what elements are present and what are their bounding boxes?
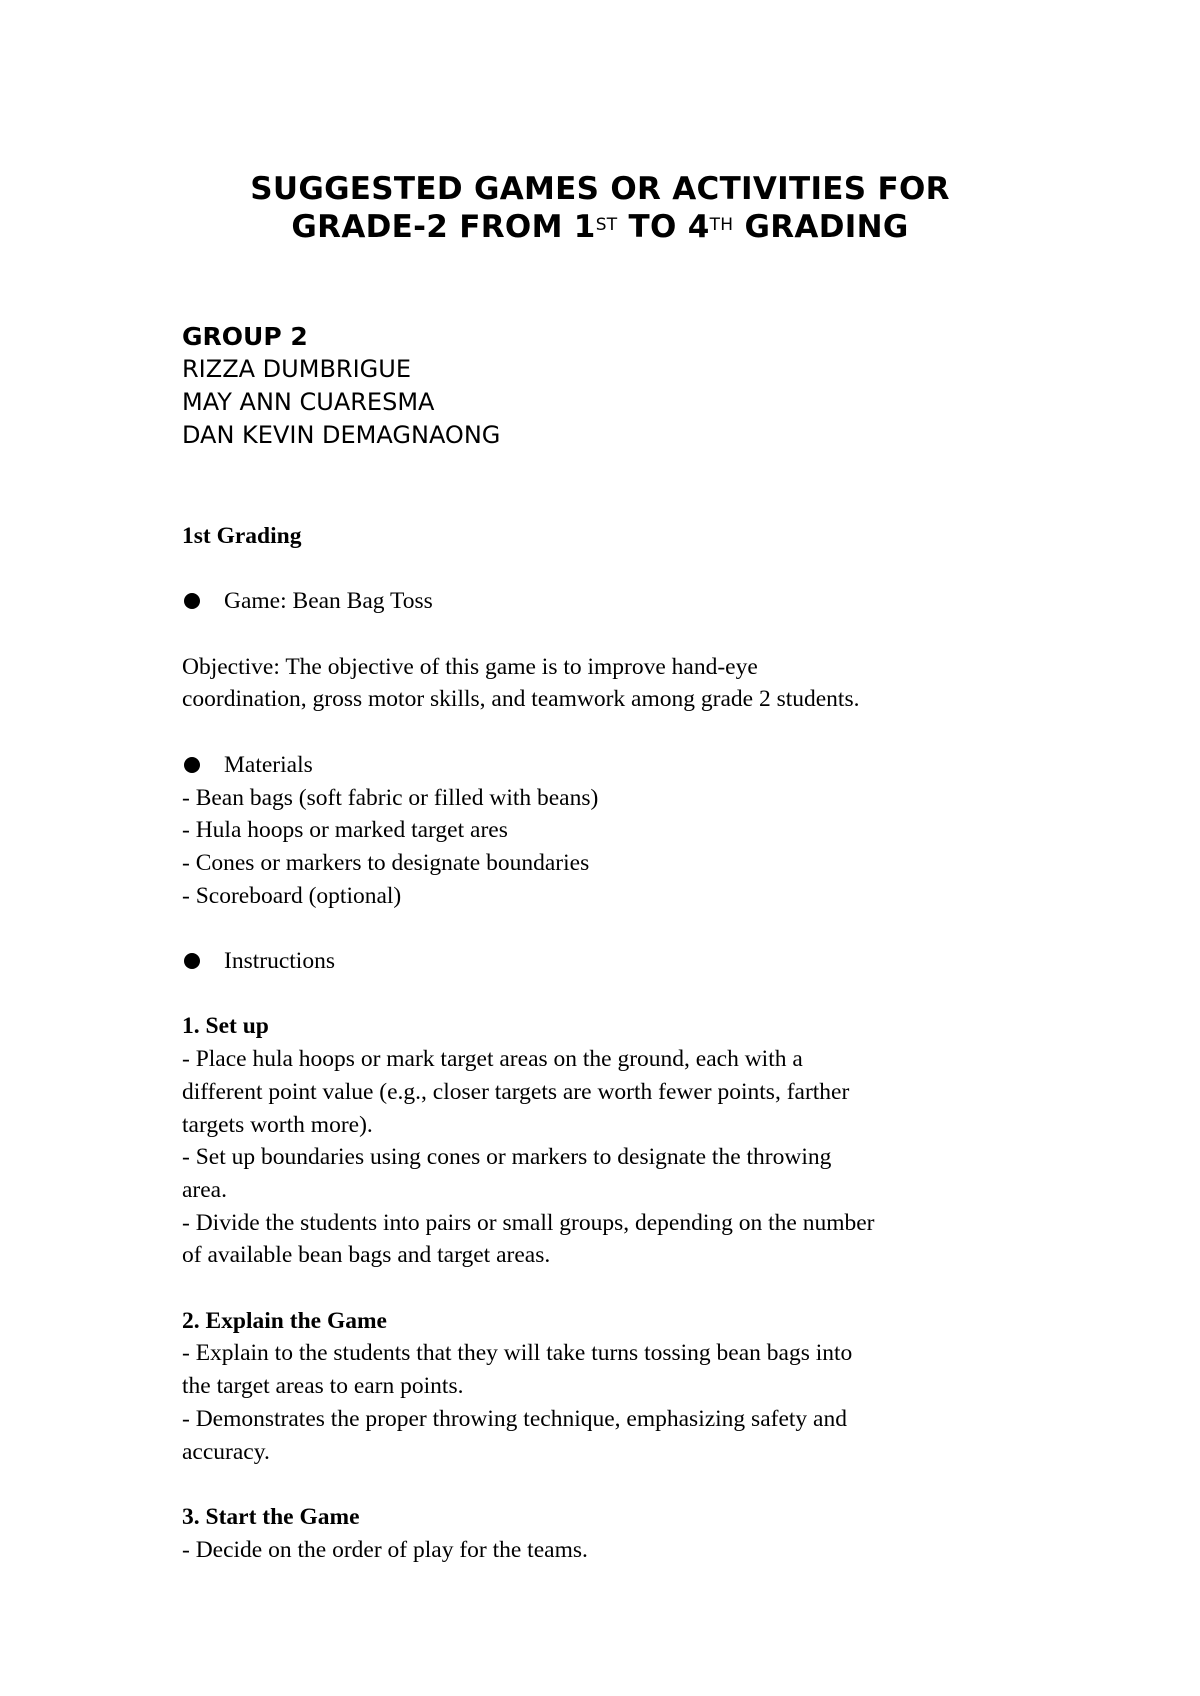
step-line: the target areas to earn points. xyxy=(182,1373,464,1400)
step-line: - Demonstrates the proper throwing technique, emphasizing safety and xyxy=(182,1405,847,1432)
group-member: DAN KEVIN DEMAGNAONG xyxy=(182,421,501,449)
bullet-dot-icon xyxy=(184,953,200,969)
bullet-dot-icon xyxy=(184,593,200,609)
material-item: - Scoreboard (optional) xyxy=(182,882,402,909)
instructions-bullet-item xyxy=(182,945,1062,978)
title-sup-st: ST xyxy=(595,215,618,235)
grading-heading: 1st Grading xyxy=(182,523,302,549)
step-line: - Decide on the order of play for the teams. xyxy=(182,1536,588,1563)
step-line: area. xyxy=(182,1176,227,1203)
step-line: different point value (e.g., closer targets are worth fewer points, farther xyxy=(182,1078,850,1105)
game-bullet-text: Game: Bean Bag Toss xyxy=(224,588,433,615)
step-heading: 1. Set up xyxy=(182,1013,269,1040)
title-line-2 xyxy=(0,208,1200,246)
step-line: - Place hula hoops or mark target areas on the ground, each with a xyxy=(182,1046,803,1073)
document-title xyxy=(0,170,1200,246)
step-line: - Explain to the students that they will take turns tossing bean bags into xyxy=(182,1340,853,1367)
step-line: - Set up boundaries using cones or markers to designate the throwing xyxy=(182,1144,832,1171)
group-block xyxy=(182,320,500,452)
group-heading: GROUP 2 xyxy=(182,322,308,351)
title-line-2-prefix: GRADE-2 FROM 1 xyxy=(291,209,596,245)
group-member: RIZZA DUMBRIGUE xyxy=(182,355,411,383)
title-sup-th: TH xyxy=(709,215,734,235)
objective-line: Objective: The objective of this game is to improve hand-eye xyxy=(182,653,758,680)
step-line: - Divide the students into pairs or small groups, depending on the number xyxy=(182,1209,875,1236)
title-line-1: SUGGESTED GAMES OR ACTIVITIES FOR xyxy=(250,171,950,207)
step-line: accuracy. xyxy=(182,1438,270,1465)
group-member: MAY ANN CUARESMA xyxy=(182,388,435,416)
materials-bullet-item xyxy=(182,749,1062,782)
step-line: targets worth more). xyxy=(182,1111,373,1138)
document-body xyxy=(182,520,1062,1566)
step-line: of available bean bags and target areas. xyxy=(182,1242,551,1269)
game-bullet-item xyxy=(182,585,1062,618)
material-item: - Hula hoops or marked target ares xyxy=(182,817,508,844)
objective-line: coordination, gross motor skills, and teamwork among grade 2 students. xyxy=(182,686,860,713)
material-item: - Cones or markers to designate boundaries xyxy=(182,849,590,876)
materials-bullet-text: Materials xyxy=(224,751,313,778)
title-line-2-suffix: GRADING xyxy=(733,209,909,245)
instructions-bullet-text: Instructions xyxy=(224,948,335,975)
material-item: - Bean bags (soft fabric or filled with beans) xyxy=(182,784,599,811)
step-heading: 3. Start the Game xyxy=(182,1503,360,1530)
title-line-2-mid: TO 4 xyxy=(617,209,710,245)
step-heading: 2. Explain the Game xyxy=(182,1307,387,1334)
bullet-dot-icon xyxy=(184,757,200,773)
